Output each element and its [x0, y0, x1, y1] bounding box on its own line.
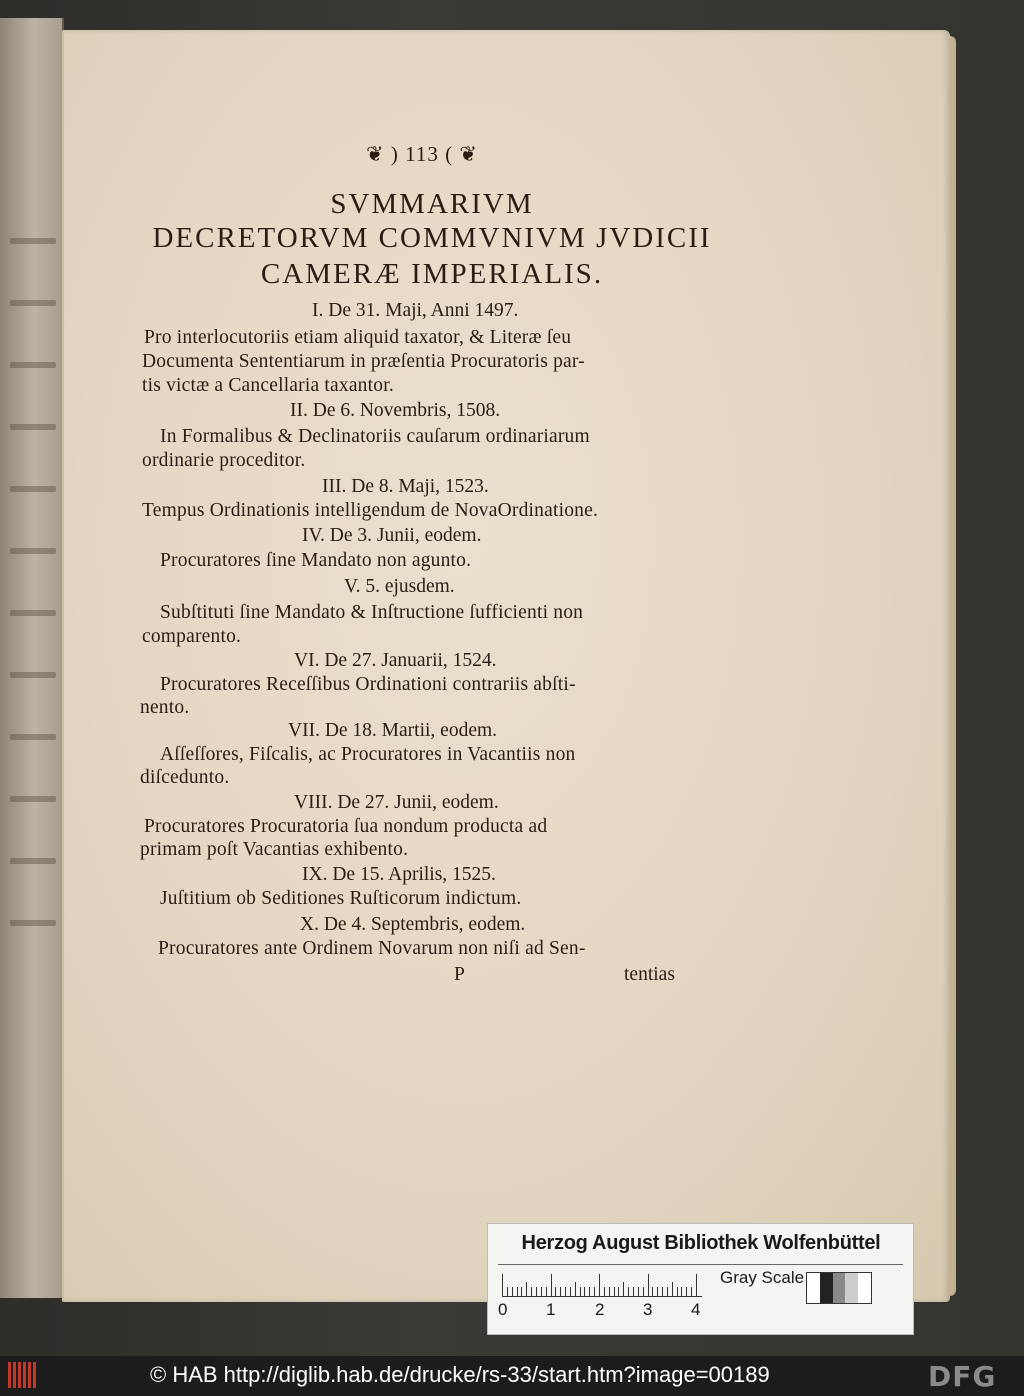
ruler-tick	[686, 1287, 687, 1296]
ruler-tick	[584, 1287, 585, 1296]
footer-copyright-url[interactable]: © HAB http://diglib.hab.de/drucke/rs-33/start.htm?image=00189	[150, 1362, 770, 1387]
ruler-tick	[691, 1287, 692, 1296]
ruler-tick	[657, 1287, 658, 1296]
section-heading: I. De 31. Maji, Anni 1497.	[312, 300, 519, 321]
running-head: ❦ ) 113 ( ❦	[366, 142, 478, 166]
ruler-tick	[667, 1287, 668, 1296]
gray-scale-label: Gray Scale	[720, 1268, 805, 1287]
section-line: primam poſt Vacantias exhibento.	[140, 839, 409, 860]
ruler-tick	[628, 1287, 629, 1296]
library-name: Herzog August Bibliothek Wolfenbüttel	[521, 1232, 881, 1254]
ruler-tick	[643, 1287, 644, 1296]
section-heading: VI. De 27. Januarii, 1524.	[294, 650, 497, 671]
ruler-tick	[555, 1287, 556, 1296]
section-heading: VII. De 18. Martii, eodem.	[288, 720, 498, 741]
catchword: tentias	[624, 964, 675, 985]
ruler-tick	[512, 1287, 513, 1296]
ruler-tick	[536, 1287, 537, 1296]
title-line-2: DECRETORVM COMMVNIVM JVDICII	[152, 222, 712, 254]
hab-logo-icon	[8, 1362, 48, 1388]
ruler-tick	[696, 1274, 697, 1296]
ruler-tick	[662, 1287, 663, 1296]
ruler-tick	[623, 1282, 624, 1296]
section-line: Procuratores ante Ordinem Novarum non niſi ad Sen-	[158, 938, 586, 959]
ruler-tick	[526, 1282, 527, 1296]
section-line: Subſtituti ſine Mandato & Inſtructione ſufficienti non	[160, 602, 584, 623]
library-color-card	[487, 1223, 914, 1335]
ruler-tick	[638, 1287, 639, 1296]
ruler-number: 1	[546, 1300, 556, 1319]
title-line-3: CAMERÆ IMPERIALIS.	[260, 258, 604, 290]
ruler-tick	[565, 1287, 566, 1296]
ruler-tick	[502, 1274, 503, 1296]
ruler-tick	[652, 1287, 653, 1296]
ruler-tick	[618, 1287, 619, 1296]
title-line-1: SVMMARIVM	[330, 188, 534, 220]
ruler-tick	[614, 1287, 615, 1296]
ruler-number: 4	[691, 1300, 701, 1319]
ruler-tick	[546, 1287, 547, 1296]
ruler-tick	[551, 1274, 552, 1296]
ruler-tick	[589, 1287, 590, 1296]
section-line: Procuratores ſine Mandato non agunto.	[160, 550, 472, 571]
section-heading: IV. De 3. Junii, eodem.	[302, 525, 482, 546]
previous-page-edge	[0, 18, 64, 1298]
section-line: Pro interlocutoriis etiam aliquid taxator, & Literæ ſeu	[144, 327, 572, 348]
section-heading: IX. De 15. Aprilis, 1525.	[302, 864, 496, 885]
ruler-tick	[531, 1287, 532, 1296]
section-line: tis victæ a Cancellaria taxantor.	[142, 375, 394, 396]
section-line: Aſſeſſores, Fiſcalis, ac Procuratores in Vacantiis non	[160, 744, 576, 765]
section-line: Tempus Ordinationis intelligendum de NovaOrdinatione.	[142, 500, 599, 521]
ruler-number: 2	[595, 1300, 605, 1319]
ruler-tick	[575, 1282, 576, 1296]
ruler-tick	[677, 1287, 678, 1296]
card-divider	[498, 1264, 903, 1265]
scale-ruler	[502, 1274, 702, 1297]
ruler-tick	[681, 1287, 682, 1296]
ruler-tick	[594, 1287, 595, 1296]
section-line: nento.	[140, 697, 190, 718]
ruler-tick	[672, 1282, 673, 1296]
gray-patch	[807, 1273, 820, 1303]
dfg-logo: DFG	[928, 1360, 997, 1393]
ruler-number: 0	[498, 1300, 508, 1319]
ruler-numbers	[498, 1300, 718, 1322]
section-heading: V. 5. ejusdem.	[344, 576, 455, 597]
ruler-tick	[560, 1287, 561, 1296]
ruler-tick	[521, 1287, 522, 1296]
ruler-tick	[541, 1287, 542, 1296]
ruler-tick	[648, 1274, 649, 1296]
ruler-tick	[599, 1274, 600, 1296]
ruler-tick	[580, 1287, 581, 1296]
ruler-tick	[507, 1287, 508, 1296]
ruler-tick	[570, 1287, 571, 1296]
section-line: Juſtitium ob Seditiones Ruſticorum indictum.	[160, 888, 522, 909]
section-heading: II. De 6. Novembris, 1508.	[290, 400, 501, 421]
gray-scale-swatch	[806, 1272, 872, 1304]
section-line: Procuratores Receſſibus Ordinationi contrariis abſti-	[160, 674, 576, 695]
signature-mark: P	[454, 964, 465, 985]
ruler-tick	[517, 1287, 518, 1296]
section-line: Documenta Sententiarum in præſentia Procuratoris par-	[142, 351, 585, 372]
ruler-tick	[604, 1287, 605, 1296]
footer-bar	[0, 1356, 1024, 1396]
ruler-tick	[609, 1287, 610, 1296]
ruler-tick	[633, 1287, 634, 1296]
section-heading: X. De 4. Septembris, eodem.	[300, 914, 526, 935]
section-line: ordinarie proceditor.	[142, 450, 306, 471]
section-heading: III. De 8. Maji, 1523.	[322, 476, 489, 497]
section-line: Procuratores Procuratoria ſua nondum producta ad	[144, 816, 548, 837]
book-page	[62, 30, 950, 1302]
section-line: comparento.	[142, 626, 242, 647]
gray-patch	[833, 1273, 846, 1303]
section-line: In Formalibus & Declinatoriis cauſarum ordinariarum	[160, 426, 590, 447]
gray-patch	[858, 1273, 871, 1303]
ruler-number: 3	[643, 1300, 653, 1319]
gray-patch	[820, 1273, 833, 1303]
gray-patch	[845, 1273, 858, 1303]
section-line: diſcedunto.	[140, 767, 230, 788]
section-heading: VIII. De 27. Junii, eodem.	[294, 792, 499, 813]
